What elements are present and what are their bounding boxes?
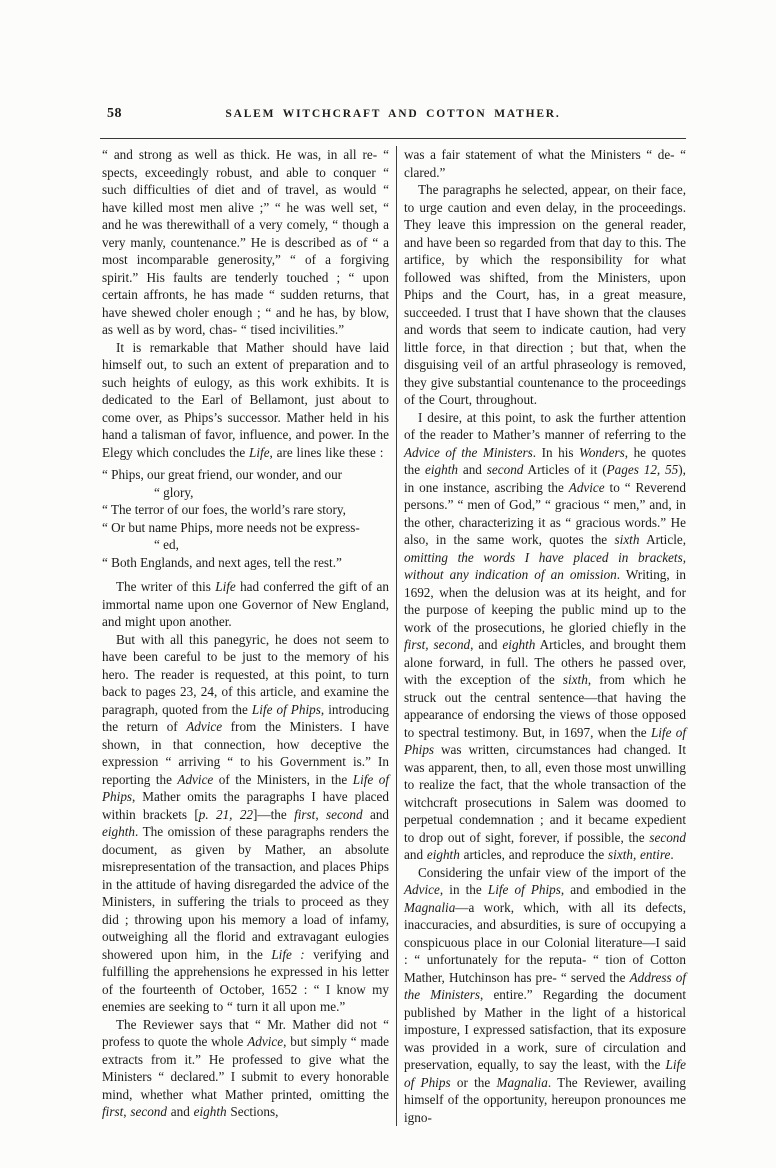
italic-run: Advice of the Ministers	[404, 444, 533, 460]
italic-run: first	[294, 806, 316, 822]
italic-run: sixth, entire	[608, 847, 671, 862]
italic-run: Magnalia	[404, 899, 456, 915]
text-run: , and embodied in the	[560, 882, 687, 897]
italic-run: Life of Phips	[487, 882, 561, 897]
italic-run: Magnalia	[496, 1074, 548, 1090]
verse-line	[102, 519, 389, 537]
verse-line	[102, 466, 389, 484]
italic-run: eighth	[425, 462, 458, 477]
italic-run: Advice	[568, 479, 605, 495]
paragraph	[102, 146, 389, 339]
text-columns	[102, 146, 686, 1126]
text-run: Sections,	[226, 1104, 279, 1119]
text-run: or the	[450, 1074, 497, 1090]
italic-run: eighth	[502, 637, 536, 652]
text-run: The Reviewer says that “ Mr. Mather did not “ profess to quote the whole	[102, 1016, 389, 1049]
text-run: But with all this panegyric, he does not seem to have been careful to be just to the memory of his hero. The reader is requested, at this point, to turn back to pages 23, 24, of this article, and examine the paragraph, quoted from the	[102, 631, 389, 717]
text-run: ,	[123, 1104, 131, 1119]
italic-run: Address of the Ministers	[404, 969, 686, 1002]
italic-run: second	[326, 806, 363, 822]
running-title: SALEM WITCHCRAFT AND COTTON MATHER.	[225, 108, 561, 120]
text-run: , are lines like these :	[269, 444, 384, 460]
text-run: I desire, at this point, to ask the further attention of the reader to Mather’s manner of referring to the	[404, 409, 686, 442]
italic-run: Advice	[404, 882, 440, 897]
text-run: ), in one instance, ascribing the	[404, 462, 686, 495]
italic-run: eighth	[193, 1104, 227, 1119]
text-run: was written, circumstances had changed. It was apparent, then, to all, even those most unwilling to realize the fact, that the whole transaction of the witchcraft prosecutions in Salem was doomed to perpetual condemnation ; and it became expedient to drop out of sight, forever, if possible, the	[404, 742, 686, 845]
text-run: and	[362, 806, 390, 822]
verse-line	[102, 536, 389, 554]
text-run: from the Ministers. I have shown, in that connection, how deceptive the expression “ arriving “ to his Government is.” In reporting the	[102, 719, 389, 787]
text-run: “ Phips, our great friend, our wonder, and our	[102, 467, 343, 482]
italic-run: eighth	[102, 824, 135, 839]
text-run: and	[457, 462, 487, 477]
text-run: Article,	[639, 532, 687, 547]
text-run: , entire.” Regarding the document published by Mather in the light of a historical imposture, I expressed satisfaction, that its exposure was provided in a work, sure of circulation and preservation, equally, to say the least, with the	[404, 987, 686, 1072]
paragraph	[102, 578, 389, 631]
italic-run: Life of Phips	[404, 1057, 686, 1090]
italic-run: Life	[249, 444, 270, 460]
left-column	[102, 146, 389, 1126]
text-run: It is remarkable that Mather should have laid himself out, to such an extent of preparation and to such heights of eulogy, as this work exhibits. It is dedicated to the Earl of Bellamont, just about to come over, as Phips’s successor. Mather held in his hand a talisman of favor, influence, and power. In the Elegy which concludes the	[102, 339, 389, 460]
text-run: . The omission of these paragraphs renders the document, as given by Mather, an absolute misrepresentation of the transaction, and places Phips in the attitude of having disregarded the advice of the Ministers, in suffering the trials to proceed as they did ; throwing upon his memory a load of infamy, outweighing all the florid and extravagant eulogies showered upon him, in the	[102, 824, 389, 962]
text-run: .	[670, 847, 674, 862]
text-run: —a work, which, with all its defects, inaccuracies, and absurdities, is sure of occupying a conspicuous place in our Colonial literature—I said : “ unfortunately for the reputa- “ tion of Cotton Mather, Hutchinson has pre- “ served the	[404, 899, 686, 985]
italic-run: Life :	[271, 946, 305, 962]
text-run: of the Ministers, in the	[213, 771, 353, 787]
italic-run: p. 21, 22	[198, 806, 254, 822]
text-run: . Writing, in 1692, when the delusion was at its height, and for the purpose of keeping the public mind up to the work of the prosecutions, he gloried chiefly in the	[404, 567, 686, 635]
text-run: , Mather omits the paragraphs I have placed within brackets [	[102, 789, 389, 822]
text-run: had conferred the gift of an immortal name upon one Governor of New England, and might upon another.	[102, 579, 389, 629]
italic-run: second	[486, 462, 524, 477]
italic-run: Advice	[177, 771, 214, 787]
text-run: to “ Reverend persons.” “ men of God,” “ gracious “ men,” and, in the other, characterizing it as “ gracious words.” He also, in the same work, quotes the	[404, 479, 686, 547]
text-run: , from which he struck out the central sentence—that having the appearance of endorsing the views of those opposed to spectral testimony. But, in 1697, when the	[404, 672, 686, 740]
paragraph	[404, 181, 686, 409]
text-run: “ Or but name Phips, more needs not be express-	[102, 519, 360, 535]
text-run: , introducing the return of	[102, 701, 389, 734]
italic-run: Pages 12, 55	[606, 462, 679, 477]
header-rule	[100, 138, 686, 139]
page-header	[100, 106, 686, 128]
text-run: “ glory,	[154, 484, 194, 500]
text-run: Articles, and brought them alone forward, in full. The others he passed over, with the exception of the	[404, 637, 686, 687]
text-run: “ and strong as well as thick. He was, in all re- “ spects, exceedingly robust, and able to conquer “ such difficulties of diet and of travel, as would “ have killed most men alive ;” “ he was well set, “ and he was therewithall of a very comely, “ though a very manly, countenance.” He is described as of “ a most incomparable generosity,” “ of a forgiving spirit.” His faults are tenderly touched ; “ upon certain affronts, he has made “ sudden returns, that have shewed choler enough ; “ and he has, by blow, as well as by word, chas- “ tised incivilities.”	[102, 147, 389, 337]
text-run: The writer of this	[116, 579, 216, 594]
italic-run: Life of Phips	[404, 724, 686, 757]
text-run: “ ed,	[154, 537, 179, 552]
text-run: Articles of it (	[523, 462, 607, 477]
italic-run: Advice	[186, 719, 223, 734]
verse-line	[102, 554, 389, 572]
italic-run: first, second	[404, 637, 471, 652]
italic-run: eighth	[426, 847, 460, 862]
text-run: ,	[315, 806, 326, 822]
text-run: was a fair statement of what the Ministers “ de- “ clared.”	[404, 147, 686, 180]
verse-line	[102, 484, 389, 502]
text-run: The paragraphs he selected, appear, on their face, to urge caution and even delay, in the proceedings. They leave this impression on the general reader, and have been so regarded from that day to this. The artifice, by which the responsibility for what followed was shifted, from the Ministers, upon Phips and the Court, has, in a great measure, succeeded. I trust that I have shown that the clauses and words that seem to indicate caution, had very little force, in that direction ; but that, when the disguising veil of an artful phraseology is removed, they give substantial countenance to the proceedings of the Court, throughout.	[404, 182, 686, 407]
text-run: articles, and reproduce the	[459, 847, 609, 862]
page-number: 58	[107, 106, 122, 121]
column-divider	[396, 146, 397, 1126]
italic-run: second	[649, 829, 686, 845]
text-run: . In his	[532, 444, 580, 460]
italic-run: Life	[215, 579, 236, 594]
text-run: “ The terror of our foes, the world’s rare story,	[102, 502, 346, 517]
text-run: . The Reviewer, availing himself of the opportunity, hereupon pronounces me igno-	[404, 1074, 686, 1125]
paragraph	[102, 1016, 389, 1121]
text-run: , and	[470, 637, 503, 652]
italic-run: Wonders	[579, 444, 625, 460]
italic-run: sixth	[614, 532, 640, 547]
italic-run: omitting the words I have placed in brackets, without any indication of an omission	[404, 549, 686, 582]
italic-run: Advice	[247, 1034, 284, 1049]
italic-run: sixth	[562, 672, 588, 687]
text-run: Considering the unfair view of the import of the	[418, 864, 686, 880]
verse-quotation	[102, 466, 389, 571]
text-run: and	[404, 847, 427, 862]
italic-run: first	[102, 1104, 124, 1119]
paragraph	[102, 339, 389, 462]
text-run: and	[166, 1104, 194, 1119]
text-run: ]—the	[253, 806, 295, 822]
italic-run: Life of Phips	[251, 701, 321, 717]
text-run: , in the	[439, 882, 488, 897]
verse-line	[102, 501, 389, 519]
text-run: , he quotes the	[404, 444, 687, 477]
italic-run: second	[130, 1104, 167, 1119]
text-run: verifying and fulfilling the apprehensions he expressed in his letter of the fourteenth of October, 1652 : “ I know my enemies are seeking to “ turn it all upon me.”	[102, 946, 389, 1014]
text-run: “ Both Englands, and next ages, tell the rest.”	[102, 554, 342, 570]
text-run: , but simply “ made extracts from it.” He professed to give what the Ministers “ declared.” I submit to every honorable mind, whether what Mather printed, omitting the	[102, 1034, 389, 1102]
right-column	[404, 146, 686, 1126]
italic-run: Life of Phips	[102, 771, 389, 804]
paragraph	[404, 409, 686, 864]
paragraph	[404, 146, 686, 181]
paragraph	[102, 631, 389, 1016]
paragraph	[404, 864, 686, 1127]
